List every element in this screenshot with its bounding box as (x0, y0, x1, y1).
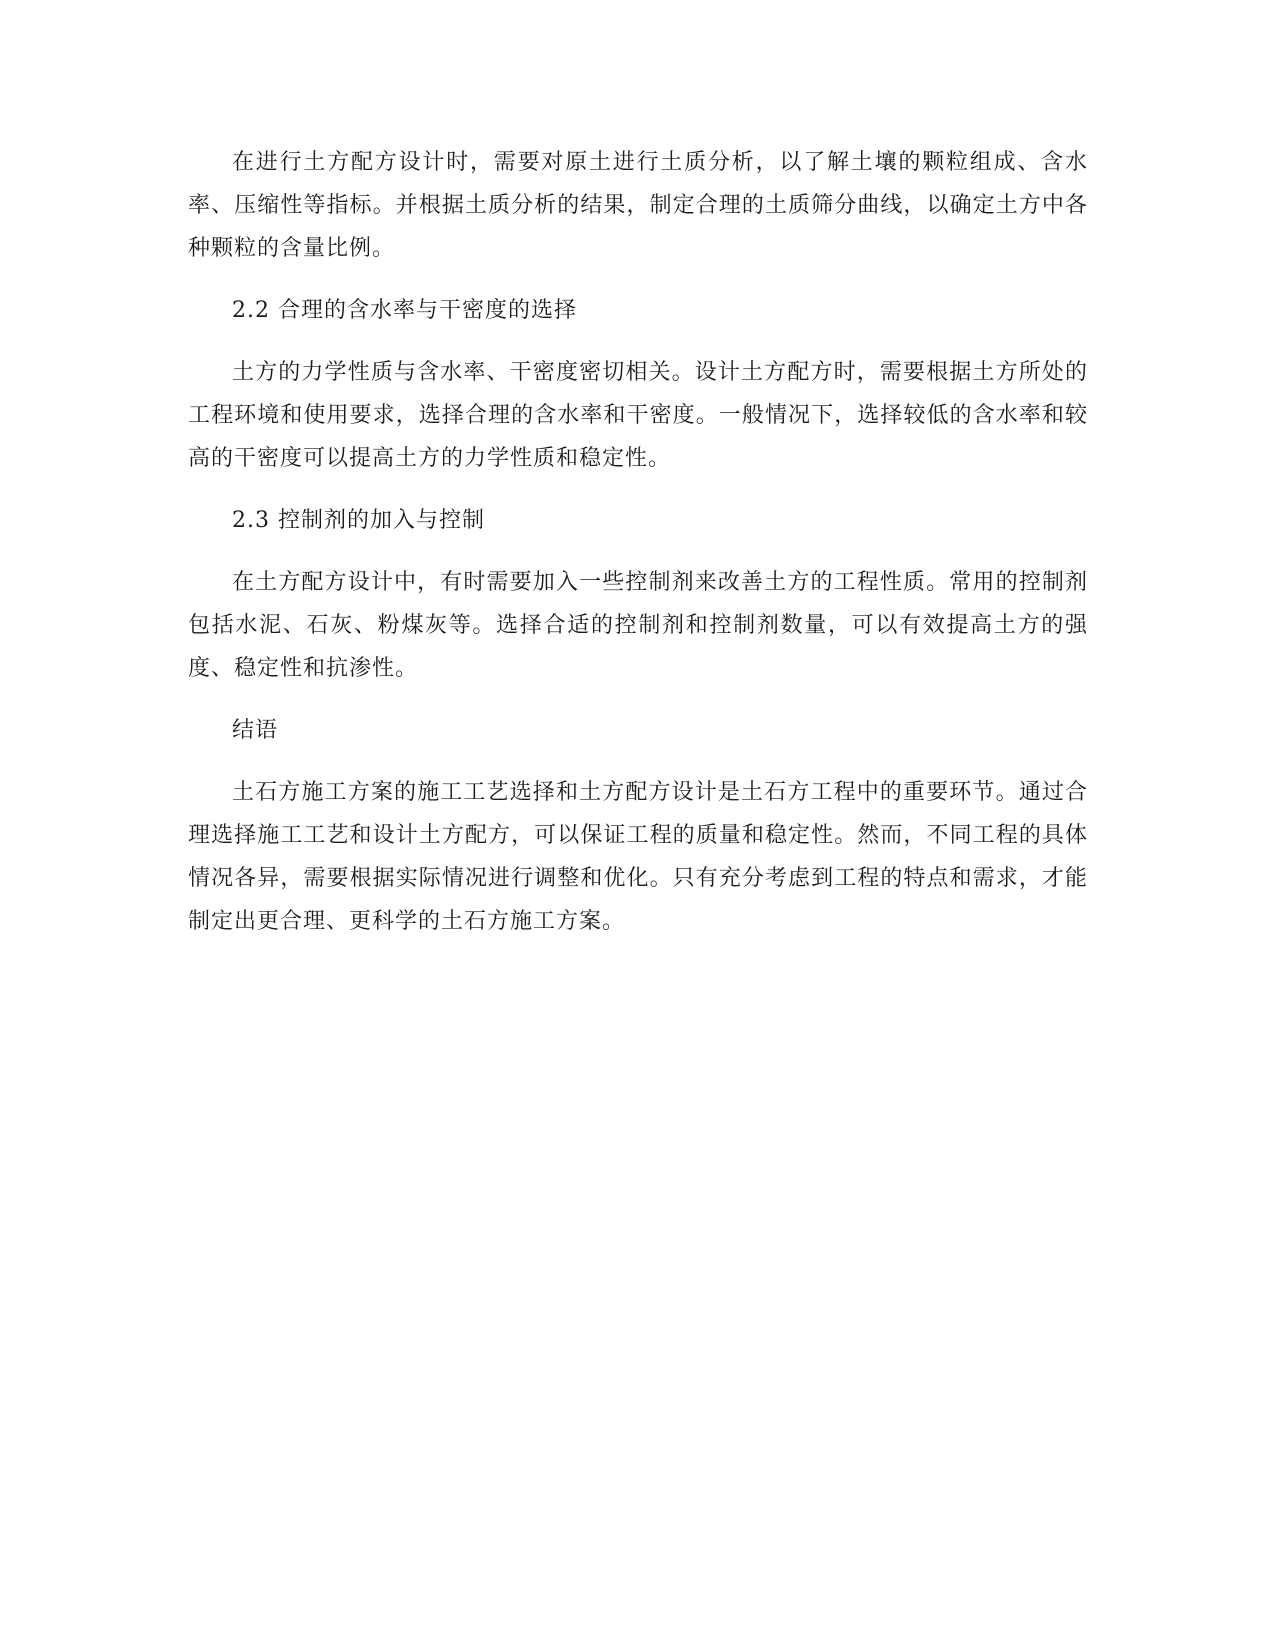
paragraph-soil-analysis: 在进行土方配方设计时，需要对原土进行土质分析，以了解土壤的颗粒组成、含水率、压缩性等指标。并根据土质分析的结果，制定合理的土质筛分曲线，以确定土方中各种颗粒的含量比例。 (188, 150, 1088, 261)
paragraph-moisture-density: 土方的力学性质与含水率、干密度密切相关。设计土方配方时，需要根据土方所处的工程环境和使用要求，选择合理的含水率和干密度。一般情况下，选择较低的含水率和较高的干密度可以提高土方的力学性质和稳定性。 (188, 360, 1088, 471)
section-heading-2-3: 2.3 控制剂的加入与控制 (232, 508, 485, 533)
paragraph-control-agents: 在土方配方设计中，有时需要加入一些控制剂来改善土方的工程性质。常用的控制剂包括水泥、石灰、粉煤灰等。选择合适的控制剂和控制剂数量，可以有效提高土方的强度、稳定性和抗渗性。 (188, 570, 1088, 681)
section-heading-conclusion: 结语 (232, 718, 279, 743)
paragraph-conclusion: 土石方施工方案的施工工艺选择和土方配方设计是土石方工程中的重要环节。通过合理选择施工工艺和设计土方配方，可以保证工程的质量和稳定性。然而，不同工程的具体情况各异，需要根据实际情况进行调整和优化。只有充分考虑到工程的特点和需求，才能制定出更合理、更科学的土石方施工方案。 (188, 780, 1088, 934)
document-body (188, 141, 1088, 962)
section-heading-2-2: 2.2 合理的含水率与干密度的选择 (232, 298, 577, 323)
